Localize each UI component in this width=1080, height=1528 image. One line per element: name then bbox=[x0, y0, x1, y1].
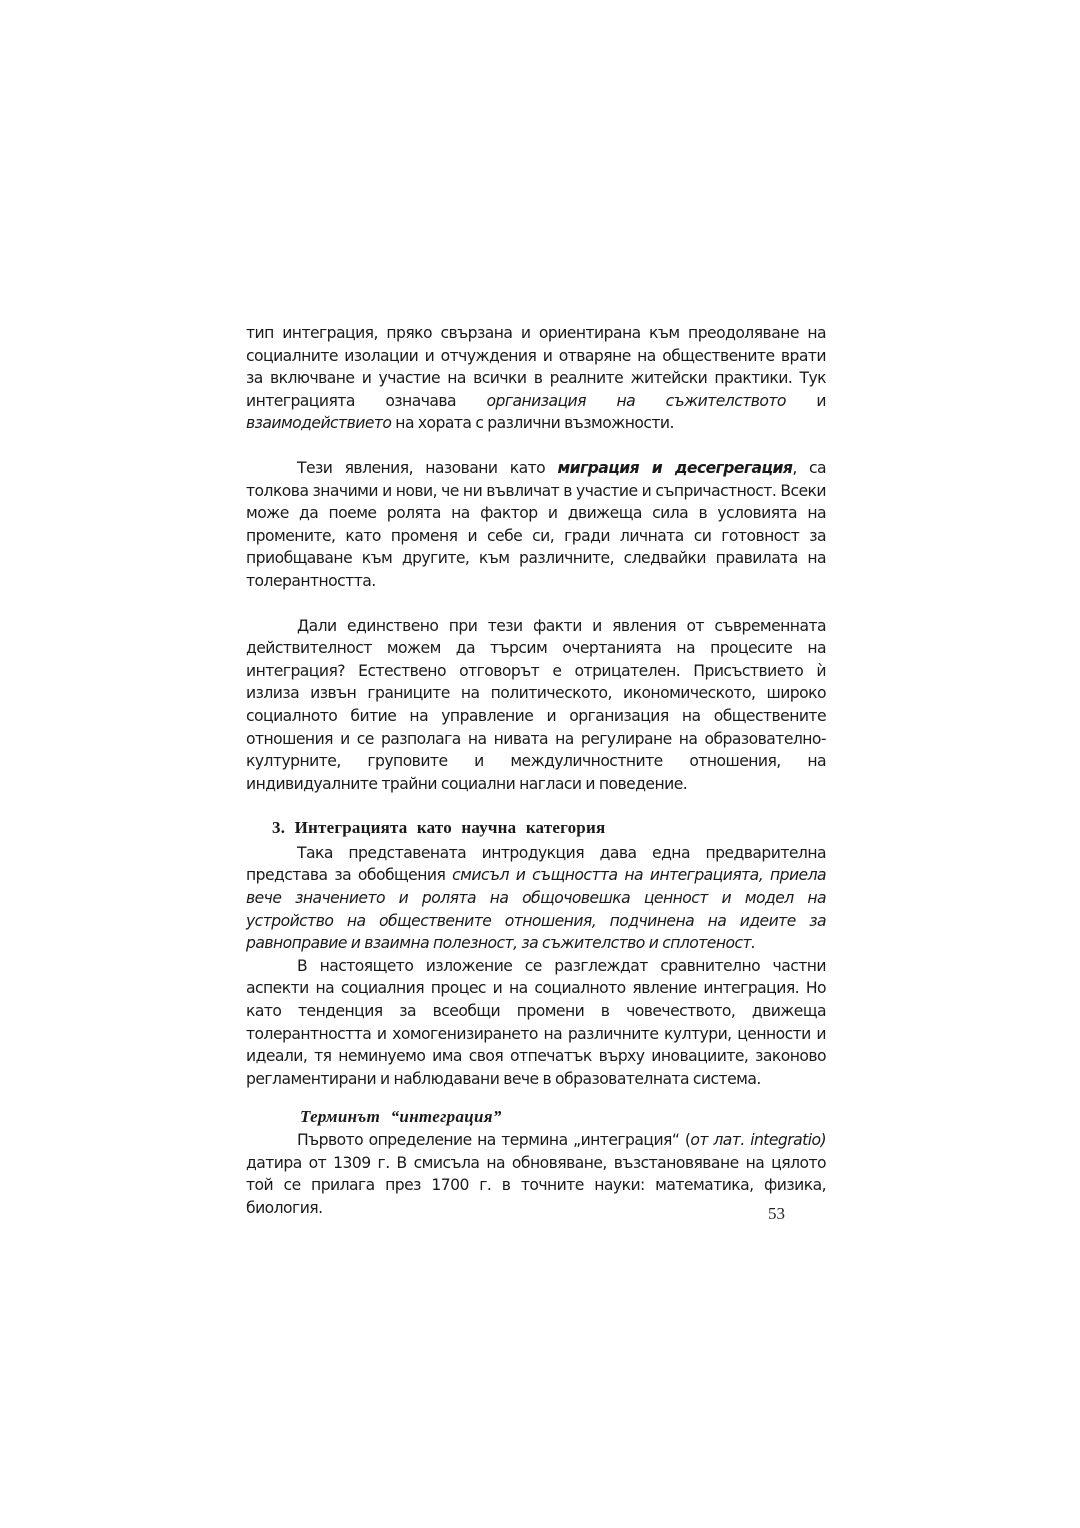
paragraph-4-italic: смисъл и същността на интеграцията, приела вече значението и ролята на общочовешка ценност и модел на устройство на обществените отношения, подчинена на идеите за равноправие и взаимна полезност, за съжителство и сплотеност. bbox=[246, 866, 826, 953]
paragraph-1-text-b: и bbox=[785, 391, 826, 410]
paragraph-6-italic: от лат. integratio) bbox=[690, 1131, 827, 1149]
sub-heading: Терминът “интеграция” bbox=[300, 1107, 502, 1127]
paragraph-3: Дали единствено при тези факти и явления от съвременната действителност можем да търсим очертанията на процесите на интеграция? Естествено отговорът е отрицателен. Присъствието ѝ излиза извън границите на политическото, икономическото, широко социалното битие на управление и организация на обществените отношения и се разполага на нивата на регулиране на образователно-културните, груповите и междуличностните отношения, на индивидуалните трайни социални нагласи и поведение. bbox=[246, 616, 826, 793]
paragraph-4 bbox=[246, 842, 826, 955]
paragraph-6 bbox=[246, 1129, 826, 1219]
paragraph-2-emphasis: миграция и десегрегация bbox=[557, 458, 793, 477]
paragraph-1 bbox=[246, 322, 826, 435]
paragraph-1-text-c: на хората с различни възможности. bbox=[391, 414, 674, 433]
paragraph-2 bbox=[246, 457, 826, 593]
paragraph-4-text: Така представената интродукция дава една предварителна представа за обобщения bbox=[246, 843, 826, 885]
paragraph-6-text-b: датира от 1309 г. В смисъла на обновяване, възстановяване на цялото той се прилага през 1700 г. в точните науки: математика, физика, биология. bbox=[246, 1153, 826, 1217]
page-number: 53 bbox=[768, 1204, 785, 1223]
paragraph-6-text-a: Първото определение на термина „интеграция“ ( bbox=[297, 1131, 691, 1149]
paragraph-1-text-a: тип интеграция, пряко свързана и ориентирана към преодоляване на социалните изолации и отчуждения и отваряне на обществените врати за включване и участие на всички в реалните житейски практики. Тук интеграцията означава bbox=[246, 324, 826, 410]
paragraph-2-text-b: , са толкова значими и нови, че ни въвличат в участие и съпричастност. Всеки може да поеме ролята на фактор и движеща сила в условията на промените, като променя и себе си, гради личната си готовност за приобщаване към другите, към различните, следвайки правилата на толерантността. bbox=[246, 458, 827, 590]
page-body bbox=[246, 322, 826, 1219]
section-heading: 3. Интеграцията като научна категория bbox=[272, 818, 606, 838]
paragraph-5: В настоящето изложение се разглеждат сравнително частни аспекти на социалния процес и на социалното явление интеграция. Но като тенденция за всеобщи промени в човечеството, движеща толерантността и хомогенизирането на различните култури, ценности и идеали, тя неминуемо има своя отпечатък върху иновациите, законово регламентирани и наблюдавани вече в образователната система. bbox=[246, 956, 826, 1088]
paragraph-1-italic-a: организация на съжителството bbox=[486, 391, 786, 410]
paragraph-2-text-a: Тези явления, назовани като bbox=[297, 458, 558, 477]
paragraph-1-italic-b: взаимодействието bbox=[246, 414, 392, 433]
